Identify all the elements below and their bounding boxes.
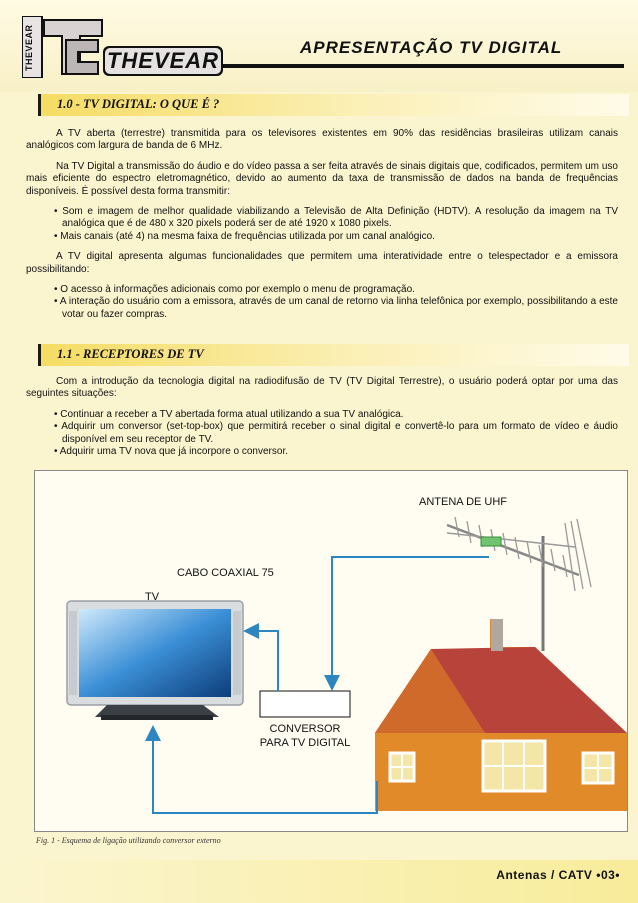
tv-label: TV: [145, 591, 160, 603]
paragraph: Com a introdução da tecnologia digital na radiodifusão de TV (TV Digital Terrestre), o usuário poderá optar por uma das seguintes situações:: [26, 376, 618, 400]
list-item: • Adquirir um conversor (set-top-box) que permitirá receber o sinal digital e convertê-lo para um formato de vídeo e áudio disponível em seu receptor de TV.: [26, 421, 618, 446]
list-item: • Som e imagem de melhor qualidade viabilizando a Televisão de Alta Definição (HDTV). A resolução da imagem na TV analógica que é de 480 x 320 pixels poderá ser de até 1920 x 1080 pixels.: [26, 206, 618, 231]
uhf-antenna-icon: [447, 517, 591, 651]
paragraph: Na TV Digital a transmissão do áudio e do vídeo passa a ser feita através de sinais digitais que, codificados, permitem um uso mais eficiente do espectro eletromagnético, devido ao aumento da taxa de transmissão de dados na banda de frequências disponíveis. É possível desta forma transmitir:: [26, 160, 618, 197]
page-number: Antenas / CATV •03•: [496, 868, 620, 882]
tv-icon: [67, 601, 243, 720]
logo-wordmark-text: THEVEAR: [106, 48, 220, 73]
bullet-list: [26, 284, 618, 321]
section-body: [26, 376, 618, 466]
list-item: • A interação do usuário com a emissora, através de um canal de retorno via linha telefônica por exemplo, possibilitando a este votar ou fazer compras.: [26, 296, 618, 321]
diagram-illustration: [35, 471, 627, 831]
antenna-label: ANTENA DE UHF: [419, 496, 508, 508]
list-item: • O acesso à informações adicionais como por exemplo o menu de programação.: [26, 284, 618, 296]
converter-box: [260, 691, 350, 717]
section-heading-bar: [38, 94, 629, 116]
section-heading-bar: [38, 344, 629, 366]
house-icon: [375, 619, 627, 811]
figure-caption: Fig. 1 - Esquema de ligação utilizando conversor externo: [36, 836, 221, 845]
logo-side-text: THEVEAR: [24, 24, 34, 72]
page-title: APRESENTAÇÃO TV DIGITAL: [300, 38, 563, 57]
converter-label: CONVERSOR: [269, 723, 341, 735]
list-item: • Mais canais (até 4) na mesma faixa de frequências utilizada por um canal analógico.: [26, 231, 618, 243]
converter-label: PARA TV DIGITAL: [259, 737, 351, 749]
paragraph: A TV digital apresenta algumas funcionalidades que permitem uma interatividade entre o telespectador e a emissora possibilitando:: [26, 251, 618, 275]
section-body: [26, 128, 618, 329]
cable-label: CABO COAXIAL 75: [177, 567, 274, 579]
bullet-list: [26, 206, 618, 243]
section-heading: 1.0 - TV DIGITAL: O QUE É ?: [57, 97, 220, 111]
converter-to-tv-cable: [247, 631, 278, 691]
bullet-list: [26, 409, 618, 459]
logo-wordmark: [103, 46, 223, 76]
section-heading: 1.1 - RECEPTORES DE TV: [57, 347, 204, 361]
paragraph: A TV aberta (terrestre) transmitida para os televisores existentes em 90% das residências brasileiras utilizam canais analógicos com largura de banda de 6 MHz.: [26, 128, 618, 152]
list-item: • Adquirir uma TV nova que já incorpore o conversor.: [26, 446, 618, 458]
connection-diagram: [34, 470, 628, 832]
list-item: • Continuar a receber a TV abertada forma atual utilizando a sua TV analógica.: [26, 409, 618, 421]
